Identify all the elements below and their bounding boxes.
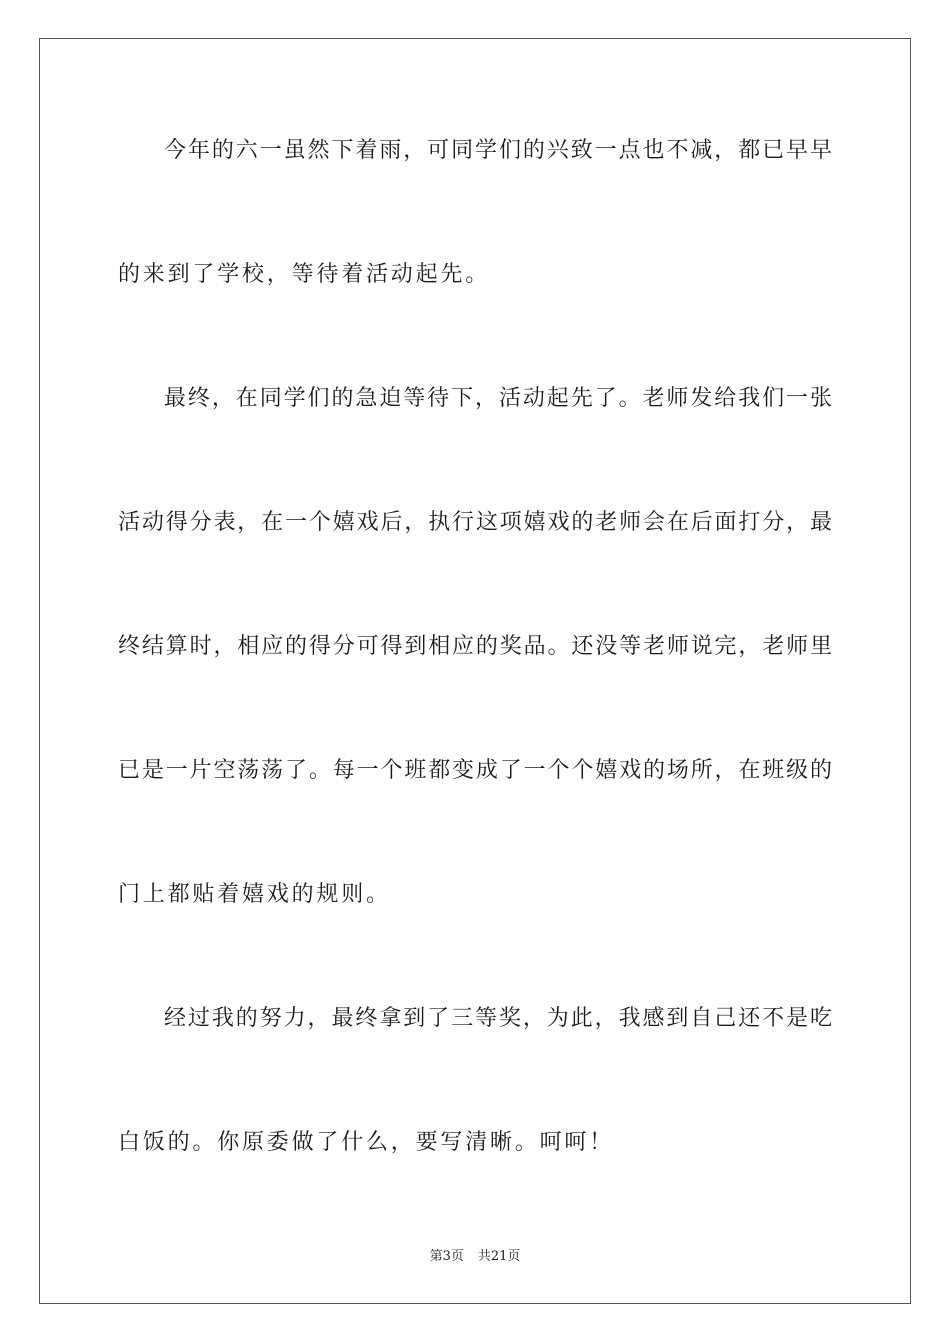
paragraph-1-line-2: 的来到了学校，等待着活动起先。: [118, 262, 491, 287]
paragraph-3-line-1: 经过我的努力，最终拿到了三等奖，为此，我感到自己还不是吃: [164, 1006, 832, 1031]
page-number: 第3页: [429, 1249, 464, 1264]
page-border: [39, 38, 911, 1304]
paragraph-2-line-3: 终结算时，相应的得分可得到相应的奖品。还没等老师说完，老师里: [118, 634, 832, 659]
page-footer: [0, 1248, 950, 1266]
page-total: 共21页: [477, 1249, 521, 1264]
paragraph-2-line-2: 活动得分表，在一个嬉戏后，执行这项嬉戏的老师会在后面打分，最: [118, 510, 832, 535]
paragraph-3-line-2: 白饭的。你原委做了什么，要写清晰。呵呵！: [118, 1130, 615, 1155]
paragraph-2-line-5: 门上都贴着嬉戏的规则。: [118, 882, 391, 907]
paragraph-2-line-4: 已是一片空荡荡了。每一个班都变成了一个个嬉戏的场所，在班级的: [118, 758, 832, 783]
paragraph-2-line-1: 最终，在同学们的急迫等待下，活动起先了。老师发给我们一张: [164, 386, 832, 411]
paragraph-1-line-1: 今年的六一虽然下着雨，可同学们的兴致一点也不减，都已早早: [164, 138, 832, 163]
